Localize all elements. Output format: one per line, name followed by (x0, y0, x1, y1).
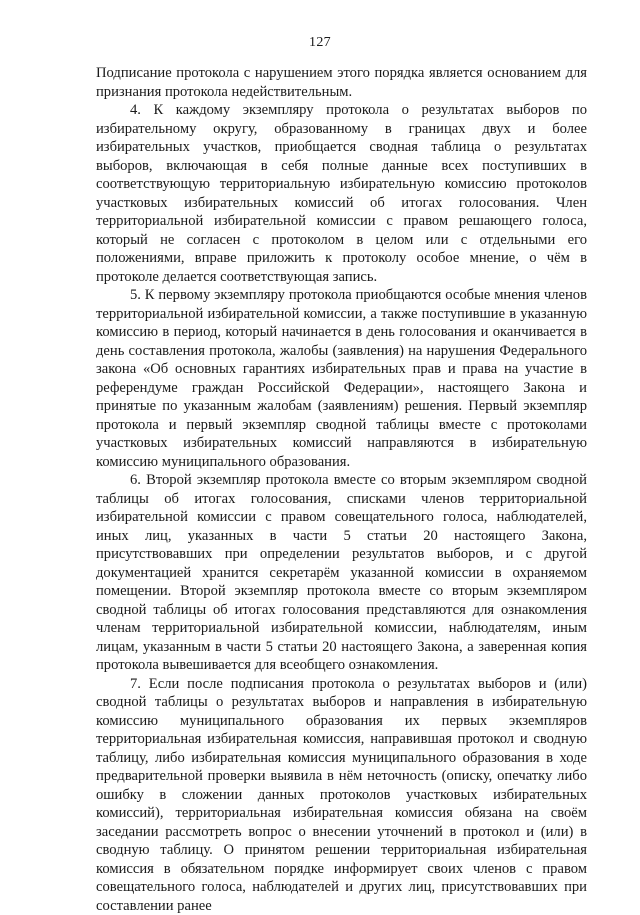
page-number: 127 (0, 35, 640, 51)
paragraph-continuation: Подписание протокола с нарушением этого порядка является основанием для признания протокола недействительным. (96, 64, 587, 101)
paragraph-7: 7. Если после подписания протокола о результатах выборов и (или) сводной таблицы о результатах выборов и направления в избирательную комиссию муниципального образования их первых экземпляров территориальная избирательная комиссия, направившая протокол и сводную таблицу, либо избирательная комиссия муниципального образования в ходе предварительной проверки выявила в нём неточность (описку, опечатку либо ошибку в сложении данных протоколов участковых избирательных комиссий), территориальная избирательная комиссия обязана на своём заседании рассмотреть вопрос о внесении уточнений в протокол и (или) в сводную таблицу. О принятом решении территориальная избирательная комиссия в обязательном порядке информирует своих членов с правом совещательного голоса, наблюдателей и других лиц, присутствовавших при составлении ранее (96, 675, 587, 915)
paragraph-6: 6. Второй экземпляр протокола вместе со вторым экземпляром сводной таблицы об итогах голосования, списками членов территориальной избирательной комиссии с правом совещательного голоса, наблюдателей, иных лиц, указанных в части 5 статьи 20 настоящего Закона, присутствовавших при определении результатов выборов, и с другой документацией хранится секретарём указанной комиссии в охраняемом помещении. Второй экземпляр протокола вместе со вторым экземпляром сводной таблицы об итогах голосования представляются для ознакомления членам территориальной избирательной комиссии, наблюдателям, иным лицам, указанным в части 5 статьи 20 настоящего Закона, а заверенная копия протокола вывешивается для всеобщего ознакомления. (96, 471, 587, 675)
paragraph-4: 4. К каждому экземпляру протокола о результатах выборов по избирательному округу, образованному в границах двух и более избирательных участков, приобщается сводная таблица о результатах выборов, включающая в себя полные данные всех поступивших в соответствующую территориальную избирательную комиссию протоколов участковых избирательных комиссий об итогах голосования. Член территориальной избирательной комиссии с правом решающего голоса, который не согласен с протоколом в целом или с отдельными его положениями, вправе приложить к протоколу особое мнение, о чём в протоколе делается соответствующая запись. (96, 101, 587, 286)
paragraph-5: 5. К первому экземпляру протокола приобщаются особые мнения членов территориальной избирательной комиссии, а также поступившие в указанную комиссию в период, который начинается в день голосования и оканчивается в день составления протокола, жалобы (заявления) на нарушения Федерального закона «Об основных гарантиях избирательных прав и права на участие в референдуме граждан Российской Федерации», настоящего Закона и принятые по указанным жалобам (заявлениям) решения. Первый экземпляр протокола и первый экземпляр сводной таблицы вместе с протоколами участковых избирательных комиссий направляются в избирательную комиссию муниципального образования. (96, 286, 587, 471)
body-text (96, 64, 587, 915)
